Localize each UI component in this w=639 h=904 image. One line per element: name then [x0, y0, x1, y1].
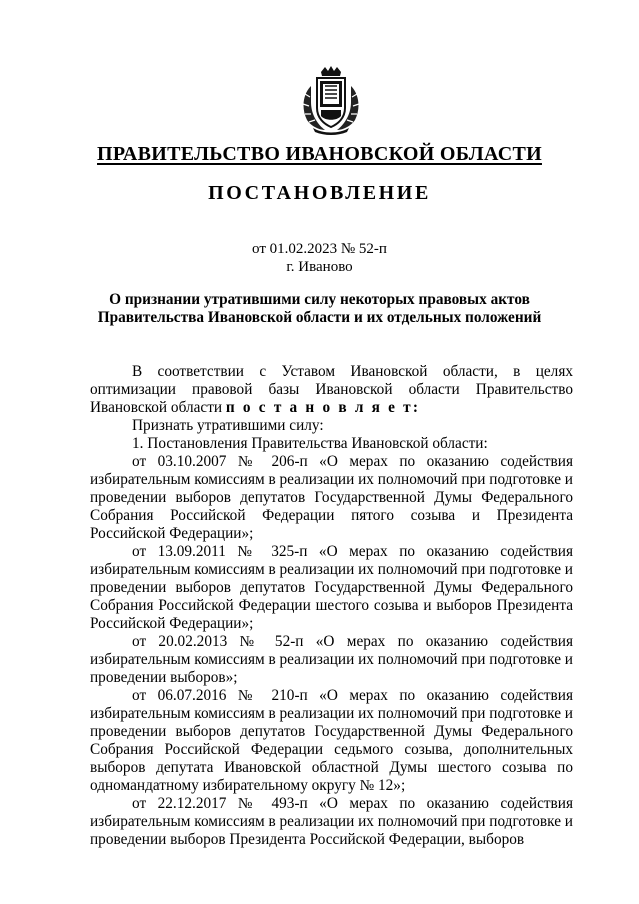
document-subject: [60, 291, 579, 327]
preamble-text: В соответствии с Уставом Ивановской области, в целях оптимизации правовой базы Ивановской области Правительство Ивановской области: [90, 363, 573, 416]
document-body: [90, 363, 573, 849]
document-date-number: от 01.02.2023 № 52-п: [252, 241, 387, 257]
document-city: г. Иваново: [286, 259, 353, 275]
act-entry: от 20.02.2013 № 52-п «О мерах по оказанию содействия избирательным комиссиям в реализации их полномочий при подготовке и проведении выборов»;: [90, 633, 573, 686]
document-type: ПОСТАНОВЛЕНИЕ: [208, 182, 431, 204]
coat-of-arms-icon: [295, 64, 367, 136]
organization-title: ПРАВИТЕЛЬСТВО ИВАНОВСКОЙ ОБЛАСТИ: [97, 143, 542, 165]
preamble-paragraph: [90, 363, 573, 417]
act-entry: от 03.10.2007 № 206-п «О мерах по оказанию содействия избирательным комиссиям в реализации их полномочий при подготовке и проведении выборов депутатов Государственной Думы Федерального Собрания Российской Федерации пятого созыва и Президента Российской Федерации»;: [90, 453, 573, 542]
decree-word: п о с т а н о в л я е т:: [225, 399, 421, 416]
intro-paragraph: Признать утратившими силу:: [132, 417, 324, 434]
subject-line: Правительства Ивановской области и их отдельных положений: [97, 309, 542, 326]
item-heading: 1. Постановления Правительства Ивановской области:: [132, 435, 488, 452]
act-entry: от 06.07.2016 № 210-п «О мерах по оказанию содействия избирательным комиссиям в реализации их полномочий при подготовке и проведении выборов депутатов Государственной Думы Федерального Собрания Российской Федерации седьмого созыва, дополнительных выборов депутата Ивановской областной Думы шестого созыва по одномандатному избирательному округу № 12»;: [90, 687, 573, 794]
subject-line: О признании утратившими силу некоторых правовых актов: [109, 291, 530, 308]
act-entry: от 13.09.2011 № 325-п «О мерах по оказанию содействия избирательным комиссиям в реализации их полномочий при подготовке и проведении выборов депутатов Государственной Думы Федерального Собрания Российской Федерации шестого созыва и выборов Президента Российской Федерации»;: [90, 543, 573, 632]
act-entry: от 22.12.2017 № 493-п «О мерах по оказанию содействия избирательным комиссиям в реализации их полномочий при подготовке и проведении выборов Президента Российской Федерации, выборов: [90, 795, 573, 848]
